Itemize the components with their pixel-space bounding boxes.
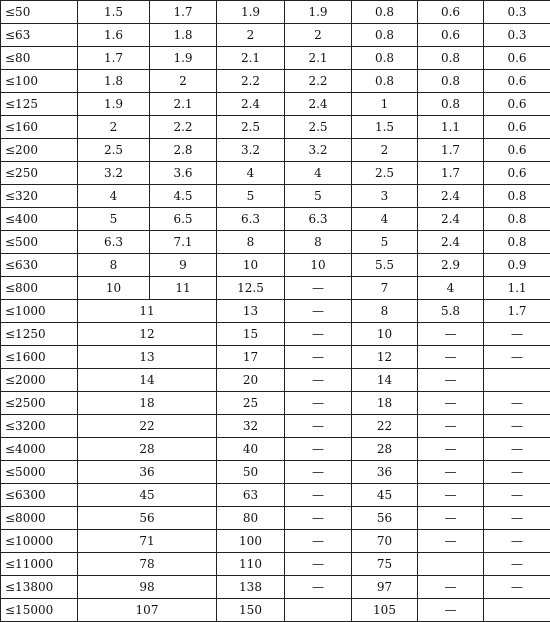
- table-cell: —: [484, 484, 550, 507]
- table-cell: 10: [78, 277, 150, 300]
- table-cell: 0.3: [484, 24, 550, 47]
- table-row: [1, 116, 550, 139]
- table-cell: 2.1: [217, 47, 285, 70]
- table-cell: 6.5: [150, 208, 217, 231]
- row-label: ≤80: [1, 47, 78, 70]
- row-label: ≤13800: [1, 576, 78, 599]
- table-cell: —: [285, 392, 352, 415]
- table-cell: 1: [352, 93, 418, 116]
- row-label: ≤630: [1, 254, 78, 277]
- table-row: [1, 300, 550, 323]
- table-cell: 110: [217, 553, 285, 576]
- table-cell: 6.3: [285, 208, 352, 231]
- row-label: ≤11000: [1, 553, 78, 576]
- table-cell: 2: [352, 139, 418, 162]
- table-cell: 1.7: [418, 162, 484, 185]
- table-row: [1, 599, 550, 622]
- table-cell: 98: [78, 576, 217, 599]
- table-cell: 12: [78, 323, 217, 346]
- table-cell: 1.7: [418, 139, 484, 162]
- table-cell: 56: [78, 507, 217, 530]
- table-cell: 13: [78, 346, 217, 369]
- row-label: ≤1250: [1, 323, 78, 346]
- table-cell: 6.3: [217, 208, 285, 231]
- table-cell: 8: [352, 300, 418, 323]
- row-label: ≤8000: [1, 507, 78, 530]
- table-cell: —: [418, 346, 484, 369]
- table-cell: 2: [150, 70, 217, 93]
- table-cell: 0.6: [484, 47, 550, 70]
- table-cell: 45: [78, 484, 217, 507]
- table-cell: —: [484, 576, 550, 599]
- table-cell: 80: [217, 507, 285, 530]
- row-label: ≤250: [1, 162, 78, 185]
- table-cell: 1.1: [484, 277, 550, 300]
- table-cell: —: [285, 553, 352, 576]
- table-cell: 0.8: [484, 208, 550, 231]
- table-cell: 10: [217, 254, 285, 277]
- table-cell: 107: [78, 599, 217, 622]
- table-cell: 1.8: [150, 24, 217, 47]
- row-label: ≤3200: [1, 415, 78, 438]
- table-cell: —: [418, 392, 484, 415]
- table-cell: 0.8: [352, 1, 418, 24]
- table-cell: 3: [352, 185, 418, 208]
- table-cell: —: [418, 438, 484, 461]
- table-cell: 105: [352, 599, 418, 622]
- table-cell: —: [285, 300, 352, 323]
- table-cell: 40: [217, 438, 285, 461]
- table-row: [1, 369, 550, 392]
- table-row: [1, 484, 550, 507]
- table-cell: 5: [352, 231, 418, 254]
- table-cell: 2.1: [150, 93, 217, 116]
- table-cell: 1.6: [78, 24, 150, 47]
- row-label: ≤10000: [1, 530, 78, 553]
- table-cell: 3.6: [150, 162, 217, 185]
- row-label: ≤200: [1, 139, 78, 162]
- table-cell: [285, 599, 352, 622]
- table-cell: 4: [217, 162, 285, 185]
- table-cell: 18: [78, 392, 217, 415]
- table-cell: 75: [352, 553, 418, 576]
- table-cell: 78: [78, 553, 217, 576]
- table-row: [1, 70, 550, 93]
- table-cell: —: [285, 507, 352, 530]
- row-label: ≤400: [1, 208, 78, 231]
- table-row: [1, 93, 550, 116]
- table-cell: 22: [78, 415, 217, 438]
- row-label: ≤125: [1, 93, 78, 116]
- table-cell: [418, 553, 484, 576]
- table-cell: —: [484, 323, 550, 346]
- table-cell: 1.1: [418, 116, 484, 139]
- table-cell: 7.1: [150, 231, 217, 254]
- table-cell: 5: [285, 185, 352, 208]
- table-cell: 8: [285, 231, 352, 254]
- table-cell: 0.8: [418, 47, 484, 70]
- table-cell: —: [484, 461, 550, 484]
- table-cell: 0.6: [418, 24, 484, 47]
- table-row: [1, 530, 550, 553]
- row-label: ≤15000: [1, 599, 78, 622]
- table-cell: 2.2: [150, 116, 217, 139]
- table-cell: 3.2: [78, 162, 150, 185]
- table-cell: 28: [78, 438, 217, 461]
- table-cell: 1.5: [78, 1, 150, 24]
- table-row: [1, 162, 550, 185]
- table-row: [1, 553, 550, 576]
- table-cell: 15: [217, 323, 285, 346]
- table-cell: 0.6: [418, 1, 484, 24]
- table-row: [1, 346, 550, 369]
- row-label: ≤2500: [1, 392, 78, 415]
- table-cell: 2.4: [418, 208, 484, 231]
- table-cell: 0.8: [418, 93, 484, 116]
- table-cell: 8: [78, 254, 150, 277]
- table-row: [1, 139, 550, 162]
- table-cell: 4: [78, 185, 150, 208]
- table-row: [1, 208, 550, 231]
- table-cell: 1.7: [78, 47, 150, 70]
- table-cell: 20: [217, 369, 285, 392]
- table-cell: 2.5: [285, 116, 352, 139]
- table-cell: 0.6: [484, 93, 550, 116]
- table-cell: —: [285, 438, 352, 461]
- table-cell: 1.9: [285, 1, 352, 24]
- row-label: ≤320: [1, 185, 78, 208]
- table-cell: 5.5: [352, 254, 418, 277]
- table-row: [1, 438, 550, 461]
- table-cell: 0.3: [484, 1, 550, 24]
- table-cell: —: [418, 461, 484, 484]
- table-cell: 18: [352, 392, 418, 415]
- table-cell: 13: [217, 300, 285, 323]
- row-label: ≤1000: [1, 300, 78, 323]
- table-cell: 0.8: [352, 47, 418, 70]
- table-cell: [484, 369, 550, 392]
- table-cell: 25: [217, 392, 285, 415]
- table-cell: —: [285, 323, 352, 346]
- table-cell: 150: [217, 599, 285, 622]
- table-cell: 50: [217, 461, 285, 484]
- table-cell: 4: [352, 208, 418, 231]
- table-row: [1, 277, 550, 300]
- table-cell: 0.8: [484, 231, 550, 254]
- table-cell: —: [285, 277, 352, 300]
- table-cell: 11: [150, 277, 217, 300]
- table-cell: 17: [217, 346, 285, 369]
- row-label: ≤100: [1, 70, 78, 93]
- table-cell: 0.8: [418, 70, 484, 93]
- table-cell: 4: [285, 162, 352, 185]
- row-label: ≤50: [1, 1, 78, 24]
- table-cell: 3.2: [217, 139, 285, 162]
- table-row: [1, 392, 550, 415]
- table-cell: 14: [352, 369, 418, 392]
- table-cell: 0.6: [484, 162, 550, 185]
- table-cell: 4.5: [150, 185, 217, 208]
- table-cell: —: [484, 392, 550, 415]
- row-label: ≤800: [1, 277, 78, 300]
- table-row: [1, 1, 550, 24]
- table-cell: 36: [352, 461, 418, 484]
- table-cell: 63: [217, 484, 285, 507]
- table-cell: 11: [78, 300, 217, 323]
- table-cell: 0.9: [484, 254, 550, 277]
- table-row: [1, 415, 550, 438]
- table-cell: 5: [78, 208, 150, 231]
- table-cell: 1.9: [217, 1, 285, 24]
- table-cell: 1.8: [78, 70, 150, 93]
- table-cell: 12.5: [217, 277, 285, 300]
- table-cell: 0.8: [484, 185, 550, 208]
- table-cell: 32: [217, 415, 285, 438]
- table-cell: 0.6: [484, 139, 550, 162]
- table-cell: 6.3: [78, 231, 150, 254]
- table-cell: 100: [217, 530, 285, 553]
- table-cell: 22: [352, 415, 418, 438]
- table-cell: 4: [418, 277, 484, 300]
- table-cell: 0.6: [484, 116, 550, 139]
- table-cell: 2: [78, 116, 150, 139]
- table-cell: 45: [352, 484, 418, 507]
- table-cell: 0.6: [484, 70, 550, 93]
- table-cell: 8: [217, 231, 285, 254]
- table-row: [1, 47, 550, 70]
- table-cell: —: [484, 530, 550, 553]
- table-cell: —: [285, 576, 352, 599]
- table-cell: 2: [217, 24, 285, 47]
- table-cell: —: [418, 484, 484, 507]
- table-cell: 71: [78, 530, 217, 553]
- row-label: ≤500: [1, 231, 78, 254]
- table-cell: 2.5: [78, 139, 150, 162]
- table-cell: —: [418, 530, 484, 553]
- table-cell: —: [484, 507, 550, 530]
- table-cell: 2.9: [418, 254, 484, 277]
- table-cell: —: [285, 484, 352, 507]
- table-cell: 9: [150, 254, 217, 277]
- table-cell: 2.4: [217, 93, 285, 116]
- table-cell: 0.8: [352, 70, 418, 93]
- table-cell: 5: [217, 185, 285, 208]
- table-cell: 70: [352, 530, 418, 553]
- table-cell: 56: [352, 507, 418, 530]
- table-row: [1, 185, 550, 208]
- table-row: [1, 576, 550, 599]
- table-cell: 3.2: [285, 139, 352, 162]
- table-cell: 2.5: [352, 162, 418, 185]
- table-cell: 14: [78, 369, 217, 392]
- table-cell: —: [418, 576, 484, 599]
- table-cell: —: [418, 507, 484, 530]
- table-cell: 2.4: [285, 93, 352, 116]
- table-cell: 28: [352, 438, 418, 461]
- table-cell: [484, 599, 550, 622]
- table-cell: 2.4: [418, 231, 484, 254]
- table-cell: 2.8: [150, 139, 217, 162]
- table-cell: 1.9: [78, 93, 150, 116]
- table-cell: 2: [285, 24, 352, 47]
- row-label: ≤4000: [1, 438, 78, 461]
- table-cell: —: [418, 415, 484, 438]
- table-cell: —: [418, 599, 484, 622]
- row-label: ≤1600: [1, 346, 78, 369]
- table-body: [1, 1, 550, 622]
- table-cell: —: [285, 461, 352, 484]
- table-cell: 2.2: [285, 70, 352, 93]
- table-cell: 36: [78, 461, 217, 484]
- table-row: [1, 24, 550, 47]
- table-cell: —: [285, 415, 352, 438]
- table-cell: 1.9: [150, 47, 217, 70]
- table-cell: 10: [352, 323, 418, 346]
- table-cell: —: [484, 415, 550, 438]
- table-cell: 138: [217, 576, 285, 599]
- table-cell: 2.4: [418, 185, 484, 208]
- table-cell: 12: [352, 346, 418, 369]
- table-cell: 0.8: [352, 24, 418, 47]
- row-label: ≤5000: [1, 461, 78, 484]
- table-cell: 2.1: [285, 47, 352, 70]
- table-cell: 1.7: [150, 1, 217, 24]
- row-label: ≤160: [1, 116, 78, 139]
- table-row: [1, 461, 550, 484]
- table-cell: —: [484, 346, 550, 369]
- table-cell: —: [418, 323, 484, 346]
- row-label: ≤2000: [1, 369, 78, 392]
- table-cell: —: [484, 553, 550, 576]
- table-row: [1, 323, 550, 346]
- table-cell: 97: [352, 576, 418, 599]
- table-row: [1, 254, 550, 277]
- table-cell: 10: [285, 254, 352, 277]
- table-cell: 2.5: [217, 116, 285, 139]
- table-cell: —: [285, 346, 352, 369]
- table-cell: —: [285, 369, 352, 392]
- table-cell: —: [285, 530, 352, 553]
- table-cell: 2.2: [217, 70, 285, 93]
- table-cell: 5.8: [418, 300, 484, 323]
- row-label: ≤63: [1, 24, 78, 47]
- row-label: ≤6300: [1, 484, 78, 507]
- table-row: [1, 231, 550, 254]
- table-cell: —: [418, 369, 484, 392]
- table-cell: 1.5: [352, 116, 418, 139]
- table-cell: —: [484, 438, 550, 461]
- table-cell: 1.7: [484, 300, 550, 323]
- table-row: [1, 507, 550, 530]
- table-cell: 7: [352, 277, 418, 300]
